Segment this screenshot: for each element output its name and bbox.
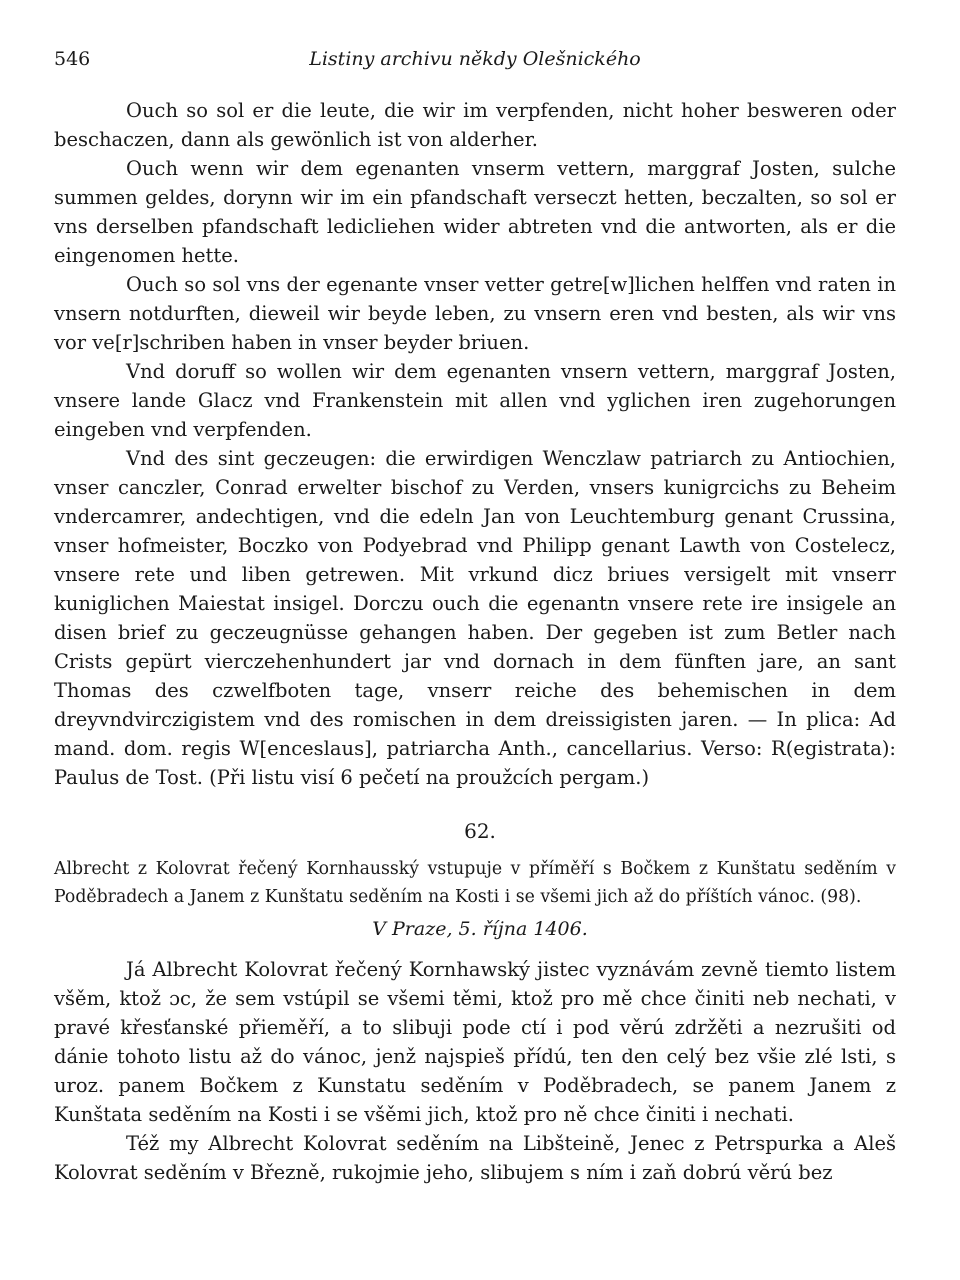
paragraph: Ouch so sol er die leute, die wir im verpfenden, nicht hoher besweren oder beschaczen, dann als gewönlich ist von alderher. [54,99,896,151]
document-number: 62. [464,819,496,843]
document-text [54,955,896,1187]
paragraph: Ouch so sol vns der egenante vnser vetter getre[w]lichen helffen vnd raten in vnsern notdurften, dieweil wir beyde leben, zu vnsern eren vnd besten, als wir vns vor ve[r]schriben haben in vnser beyder briuen. [54,273,896,354]
paragraph: Já Albrecht Kolovrat řečený Kornhawský jistec vyznávám zevně tiemto listem všěm, ktož ɔc, že sem vstúpil se všemi těmi, ktož pro mě chce činiti neb nechati, v pravé křesťanské přieměří, a to slibuji pode ctí i pod věrú zdržěti a nezrušiti od dánie tohoto listu až do vánoc, jenž najspieš přídú, ten den celý bez všie zlé lsti, s uroz. panem Bočkem z Kunstatu seděním v Poděbradech, se panem Janem z Kunštata seděním na Kosti i se všěmi jich, ktož pro ně chce činiti i nechati. [54,958,896,1126]
document-dateline: V Praze, 5. října 1406. [372,918,588,940]
page-number: 546 [54,48,91,70]
paragraph: Ouch wenn wir dem egenanten vnserm vettern, marggraf Josten, sulche summen geldes, dorynn wir im ein pfandschaft verseczt hetten, beczalten, so sol er vns derselben pfandschaft ledicliehen wider abtreten vnd die antworten, als er die eingenomen hette. [54,157,896,267]
paragraph: Vnd doruff so wollen wir dem egenanten vnsern vettern, marggraf Josten, vnsere lande Glacz vnd Frankenstein mit allen vnd yglichen iren zugehorungen eingeben vnd verpfenden. [54,360,896,441]
page-header [54,44,896,74]
running-title: Listiny archivu někdy Olešnického [309,48,641,70]
paragraph: Vnd des sint geczeugen: die erwirdigen Wenczlaw patriarch zu Antiochien, vnser canczler, Conrad erwelter bischof zu Verden, vnsers kunigrcichs zu Beheim vndercamrer, andechtigen, vnd die edeln Jan von Leuchtemburg genant Crussina, vnser hofmeister, Boczko von Podyebrad vnd Philipp genant Lawth von Costelecz, vnsere rete und liben getrewen. Mit vrkund dicz briues versigelt mit vnserr kuniglichen Maiestat insigel. Dorczu ouch die egenantn vnsere rete ire insigele an disen brief zu geczeugnüsse gehangen haben. Der gegeben ist zum Betler nach Crists gepürt vierczehenhundert jar vnd dornach in dem fünften jare, an sant Thomas des czwelfboten tage, vnserr reiche des behemischen in dem dreyvndvirczigistem vnd des romischen in dem dreissigisten jaren. — In plica: Ad mand. dom. regis W[enceslaus], patriarcha Anth., cancellarius. Verso: R(egistrata): Paulus de Tost. (Při listu visí 6 pečetí na proužcích pergam.) [54,447,896,789]
previous-document-text [54,96,896,792]
paragraph: Též my Albrecht Kolovrat seděním na Libšteině, Jenec z Petrspurka a Aleš Kolovrat seděním v Březně, rukojmie jeho, slibujem s ním i zaň dobrú věrú bez [54,1132,896,1184]
document-regest: Albrecht z Kolovrat řečený Kornhausský vstupuje v příměří s Bočkem z Kunštatu seděním v Poděbradech a Janem z Kunštatu seděním na Kosti i se všemi jich až do příštích vánoc. (98). [54,859,896,907]
